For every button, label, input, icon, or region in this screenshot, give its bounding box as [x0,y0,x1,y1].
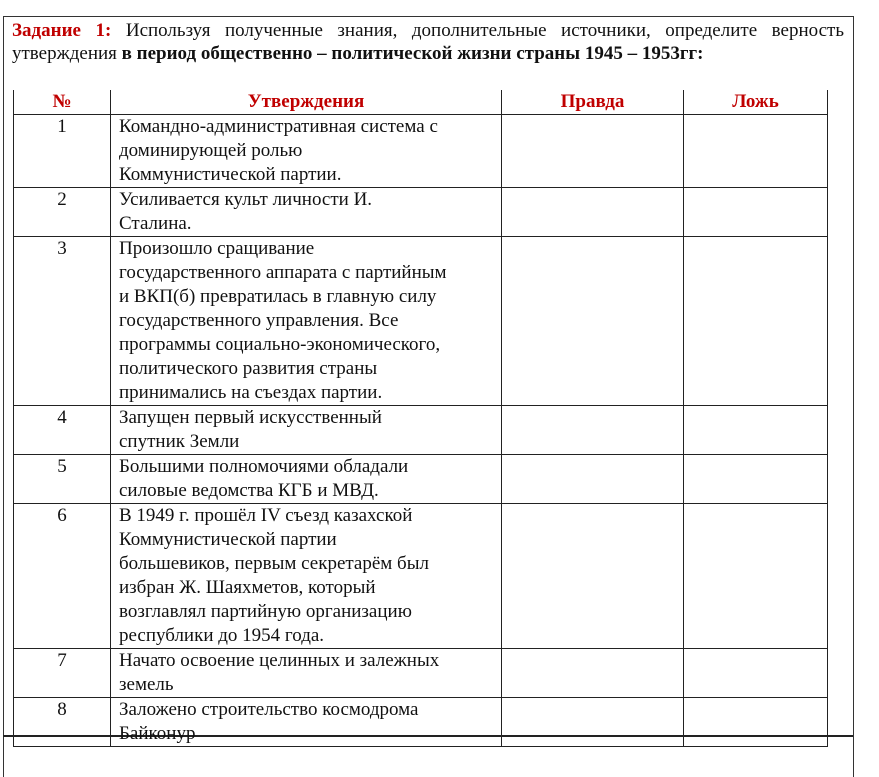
row-number: 1 [14,115,111,188]
header-number: № [14,90,111,115]
statement-text: В 1949 г. прошёл IV съезд казахской Коммунистической партии большевиков, первым секретарём был избран Ж. Шаяхметов, который возглавлял партийную организацию республики до 1954 года. [111,504,502,649]
table-row [14,698,828,747]
statements-table [13,90,828,747]
row-number: 5 [14,455,111,504]
task-instruction: Используя полученные знания, дополнительные источники, определите верность утверждения [12,20,844,64]
row-number: 8 [14,698,111,747]
true-cell[interactable] [502,188,684,237]
table-row [14,115,828,188]
statement-text: Запущен первый искусственный спутник Земли [111,406,502,455]
false-cell[interactable] [684,188,828,237]
task-text [12,19,844,65]
statement-text: Большими полномочиями обладали силовые ведомства КГБ и МВД. [111,455,502,504]
true-cell[interactable] [502,115,684,188]
row-number: 6 [14,504,111,649]
false-cell[interactable] [684,455,828,504]
statement-text: Произошло сращивание государственного аппарата с партийным и ВКП(б) превратилась в главную силу государственного управления. Все программы социально-экономического, политического развития страны принимались на съездах партии. [111,237,502,406]
statement-text: Заложено строительство космодрома Байконур [111,698,502,747]
task-label: Задание 1: [12,20,112,41]
header-true: Правда [502,90,684,115]
false-cell[interactable] [684,649,828,698]
false-cell[interactable] [684,115,828,188]
row-number: 3 [14,237,111,406]
table-row [14,649,828,698]
header-false: Ложь [684,90,828,115]
table-row [14,188,828,237]
table-row [14,504,828,649]
true-cell[interactable] [502,455,684,504]
true-cell[interactable] [502,698,684,747]
false-cell[interactable] [684,698,828,747]
false-cell[interactable] [684,237,828,406]
row-number: 2 [14,188,111,237]
row-number: 7 [14,649,111,698]
true-cell[interactable] [502,237,684,406]
table-row [14,455,828,504]
true-cell[interactable] [502,406,684,455]
false-cell[interactable] [684,504,828,649]
table-row [14,237,828,406]
statement-text: Командно-административная система с доминирующей ролью Коммунистической партии. [111,115,502,188]
statement-text: Усиливается культ личности И. Сталина. [111,188,502,237]
true-cell[interactable] [502,649,684,698]
false-cell[interactable] [684,406,828,455]
header-statements: Утверждения [111,90,502,115]
task-period: в период общественно – политической жизни страны 1945 – 1953гг: [121,43,704,64]
statement-text: Начато освоение целинных и залежных земель [111,649,502,698]
table-row [14,406,828,455]
row-number: 4 [14,406,111,455]
true-cell[interactable] [502,504,684,649]
